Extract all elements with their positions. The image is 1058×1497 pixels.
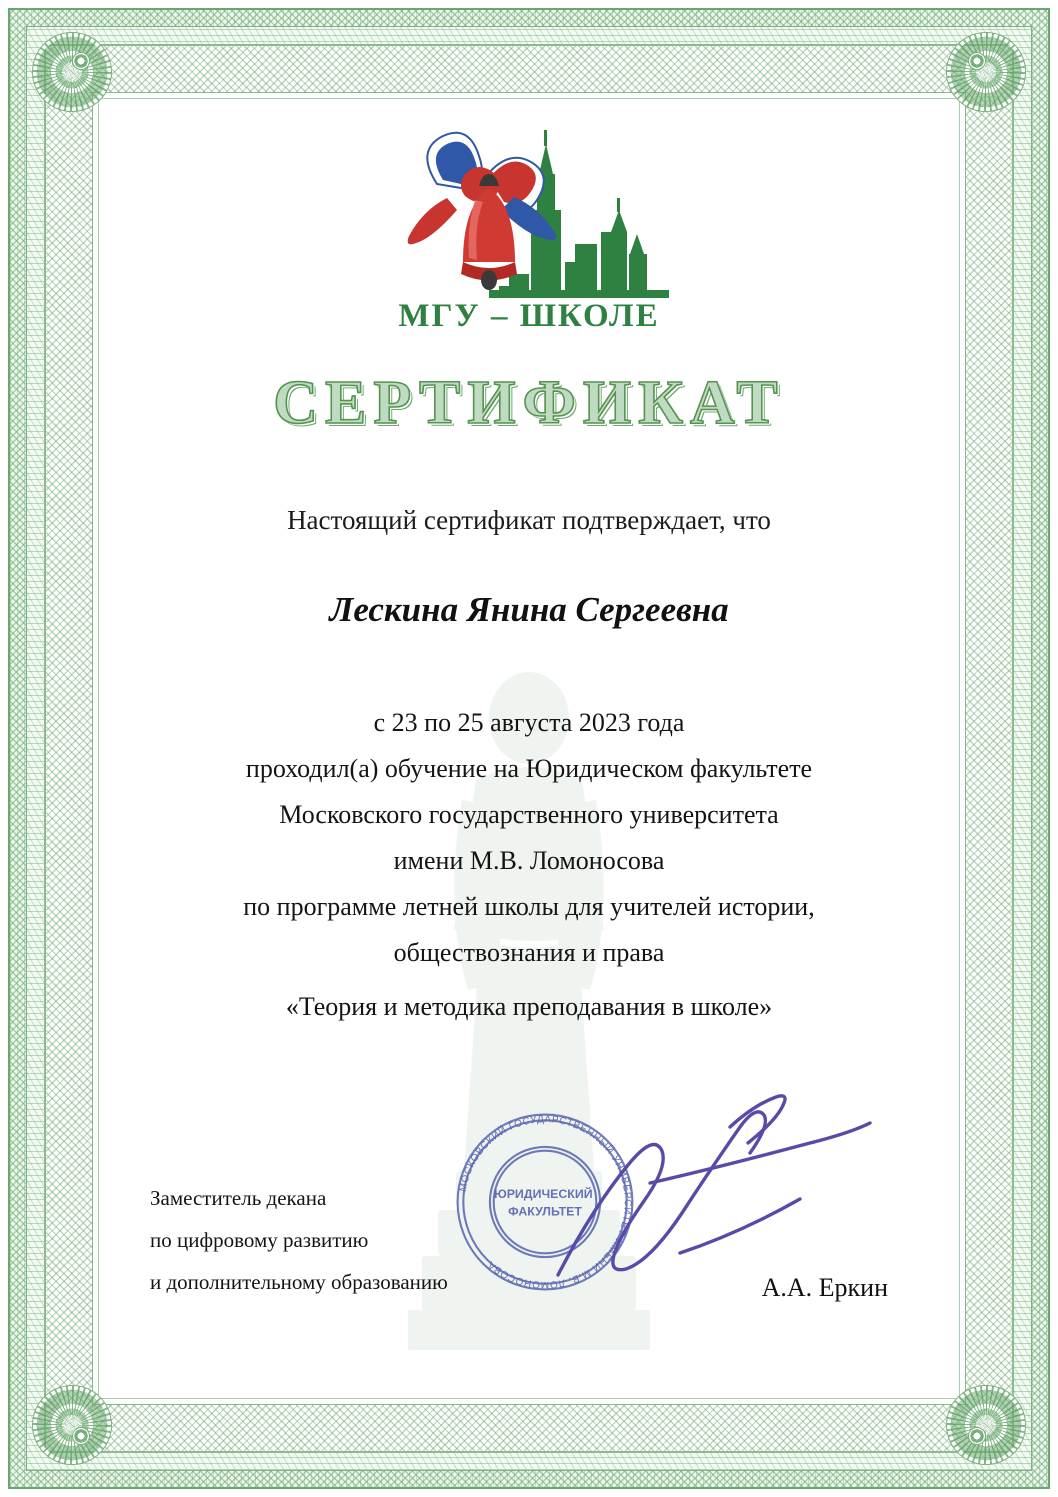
body-line: имени М.В. Ломоносова [393, 846, 665, 875]
svg-text:МОСКОВСКИЙ ГОСУДАРСТВЕННЫЙ УНИ: МОСКОВСКИЙ ГОСУДАРСТВЕННЫЙ УНИВЕРСИТЕТ ИМЕНИ М.В. ЛОМОНОСОВА [457, 1114, 633, 1290]
body-line: с 23 по 25 августа 2023 года [373, 708, 685, 737]
page-title: СЕРТИФИКАТ [273, 369, 785, 437]
body-line: по программе летней школы для учителей истории, [243, 892, 815, 921]
signer-role [150, 1177, 448, 1303]
svg-text:ЮРИДИЧЕСКИЙ ФАКУЛЬТЕ: ЮРИДИЧЕСКИЙ ФАКУЛЬТЕТ [493, 1187, 593, 1219]
signer-role-line: по цифровому развитию [150, 1228, 369, 1252]
corner-dot-top-right [968, 52, 986, 70]
signer-role-line: Заместитель декана [150, 1186, 327, 1210]
body-text [98, 700, 960, 1030]
signature-area [150, 1103, 930, 1303]
corner-dot-bottom-left [72, 1427, 90, 1445]
signer-role-line: и дополнительному образованию [150, 1270, 448, 1294]
body-line: обществознания и права [393, 938, 665, 967]
lead-text: Настоящий сертификат подтверждает, что [287, 505, 771, 535]
logo-caption: МГУ – ШКОЛЕ [398, 298, 660, 334]
body-line: проходил(а) обучение на Юридическом факультете [245, 754, 813, 783]
body-line: Московского государственного университета [279, 800, 779, 829]
logo-block [98, 114, 960, 334]
corner-dot-top-left [72, 52, 90, 70]
program-title: «Теория и методика преподавания в школе» [285, 992, 773, 1021]
corner-dot-bottom-right [968, 1427, 986, 1445]
bell-ribbon-msu-tower-logo [379, 114, 679, 310]
certificate-content [98, 98, 960, 1399]
handwritten-signature [530, 1063, 890, 1293]
signer-name: А.А. Еркин [761, 1273, 888, 1302]
recipient-name: Лескина Янина Сергеевна [329, 590, 729, 629]
